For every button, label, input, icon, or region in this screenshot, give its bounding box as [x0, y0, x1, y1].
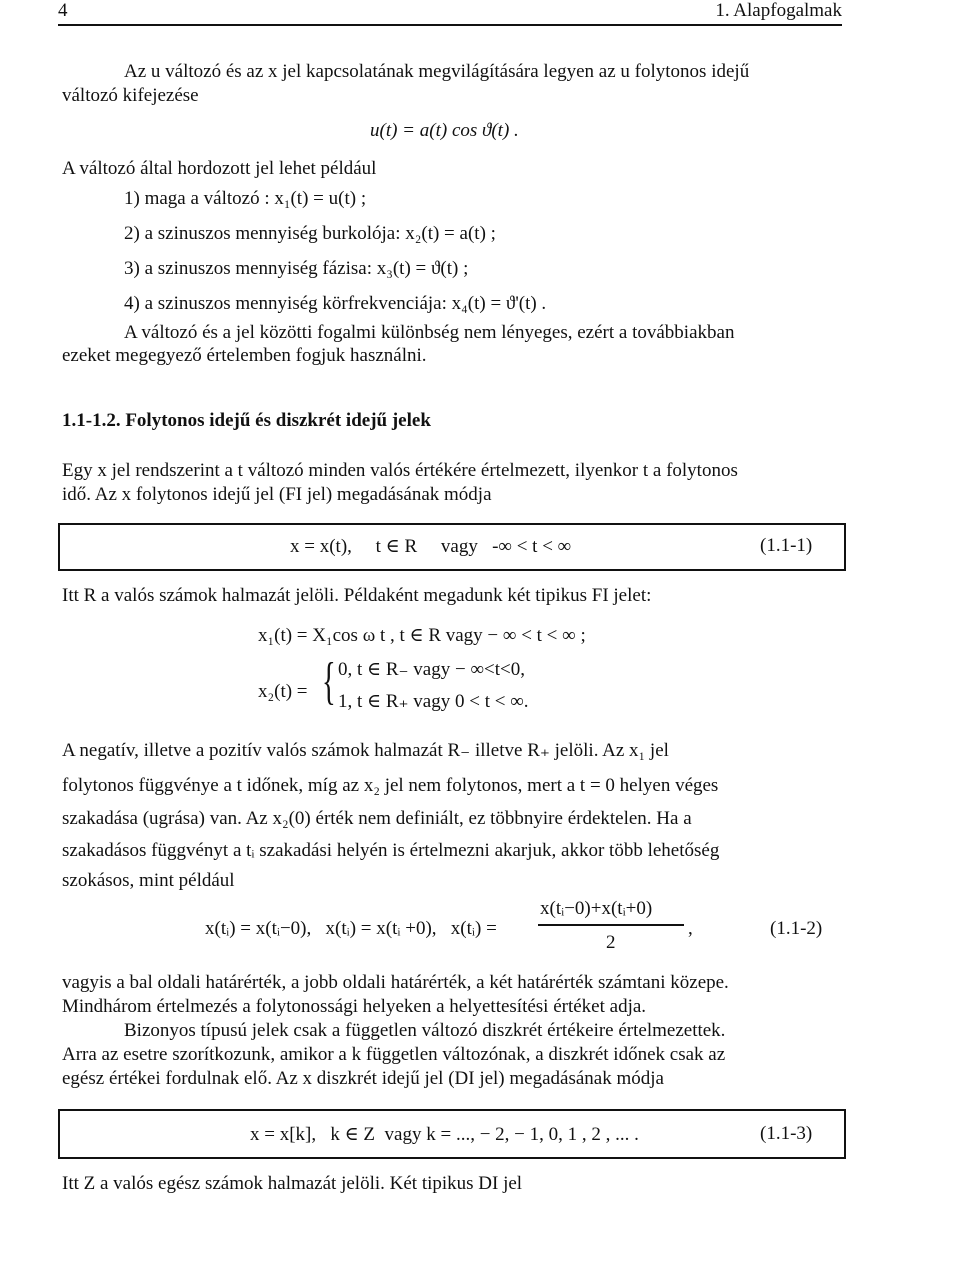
eq3-number: (1.1-3) [760, 1123, 813, 1144]
eq1-formula: x = x(t), t ∈ R vagy -∞ < t < ∞ [290, 536, 572, 557]
section-p4-line2: Mindhárom értelmezés a folytonossági helyeken a helyettesítési értéket adja. [62, 996, 647, 1017]
header-rule [58, 24, 842, 26]
example-2-case-2: 1, t ∈ R₊ vagy 0 < t < ∞. [338, 691, 529, 712]
eq1-number: (1.1-1) [760, 535, 813, 556]
section-p3-line4: szakadásos függvényt a tᵢ szakadási helyén is értelmezni akarjuk, akkor több lehetőség [62, 840, 720, 861]
section-p3-line5: szokásos, mint például [62, 870, 235, 891]
section-p4-line1: vagyis a bal oldali határérték, a jobb oldali határérték, a két határérték számtani közepe. [62, 972, 729, 993]
intro-para-2: ezeket megegyező értelemben fogjuk használni. [62, 345, 427, 366]
section-p2: Itt R a valós számok halmazát jelöli. Példaként megadunk két tipikus FI jelet: [62, 585, 652, 606]
eq2-fraction-line [538, 924, 684, 926]
intro-item-2: 2) a szinuszos mennyiség burkolója: x₂(t) = a(t) ; [124, 223, 496, 244]
eq2-denominator: 2 [606, 932, 616, 953]
section-p1-line2: idő. Az x folytonos idejű jel (FI jel) megadásának módja [62, 484, 492, 505]
example-2-brace: { [322, 653, 336, 710]
section-p5-line3: egész értékei fordulnak elő. Az x diszkrét idejű jel (DI jel) megadásának módja [62, 1068, 664, 1089]
eq3-formula: x = x[k], k ∈ Z vagy k = ..., − 2, − 1, 0, 1 , 2 , ... . [250, 1124, 639, 1145]
eq2-comma: , [688, 918, 693, 939]
eq2-number: (1.1-2) [770, 918, 823, 939]
example-1: x₁(t) = X₁cos ω t , t ∈ R vagy − ∞ < t < ∞ ; [258, 625, 586, 646]
chapter-title: 1. Alapfogalmak [715, 0, 842, 21]
intro-line-2: változó kifejezése [62, 85, 199, 106]
eq2-numerator: x(tᵢ−0)+x(tᵢ+0) [540, 898, 653, 919]
intro-para-1: A változó és a jel közötti fogalmi különbség nem lényeges, ezért a továbbiakban [124, 322, 735, 343]
section-p5-line1: Bizonyos típusú jelek csak a független változó diszkrét értékeire értelmezettek. [124, 1020, 726, 1041]
section-p5-line2: Arra az esetre szorítkozunk, amikor a k független változónak, a diszkrét időnek csak az [62, 1044, 726, 1065]
intro-item-1: 1) maga a változó : x₁(t) = u(t) ; [124, 188, 367, 209]
section-p3-line3: szakadása (ugrása) van. Az x₂(0) érték nem definiált, ez többnyire érdektelen. Ha a [62, 808, 692, 829]
intro-carried: A változó által hordozott jel lehet például [62, 158, 377, 179]
eq2-left: x(tᵢ) = x(tᵢ−0), x(tᵢ) = x(tᵢ +0), x(tᵢ) = [205, 918, 497, 939]
example-2-case-1: 0, t ∈ R₋ vagy − ∞<t<0, [338, 659, 525, 680]
section-p3-line1: A negatív, illetve a pozitív valós számok halmazát R₋ illetve R₊ jelöli. Az x₁ jel [62, 740, 669, 761]
example-2-lhs: x₂(t) = [258, 681, 308, 702]
section-p1-line1: Egy x jel rendszerint a t változó minden valós értékére értelmezett, ilyenkor t a folytonos [62, 460, 738, 481]
intro-formula: u(t) = a(t) cos ϑ(t) . [370, 120, 519, 141]
section-title: 1.1-1.2. Folytonos idejű és diszkrét idejű jelek [62, 410, 431, 431]
section-p6: Itt Z a valós egész számok halmazát jelöli. Két tipikus DI jel [62, 1173, 523, 1194]
intro-item-3: 3) a szinuszos mennyiség fázisa: x₃(t) = ϑ(t) ; [124, 258, 469, 279]
intro-item-4: 4) a szinuszos mennyiség körfrekvenciája: x₄(t) = ϑ'(t) . [124, 293, 547, 314]
section-p3-line2: folytonos függvénye a t időnek, míg az x₂ jel nem folytonos, mert a t = 0 helyen véges [62, 775, 719, 796]
page-number: 4 [58, 0, 68, 21]
intro-line-1: Az u változó és az x jel kapcsolatának megvilágítására legyen az u folytonos idejű [124, 61, 750, 82]
